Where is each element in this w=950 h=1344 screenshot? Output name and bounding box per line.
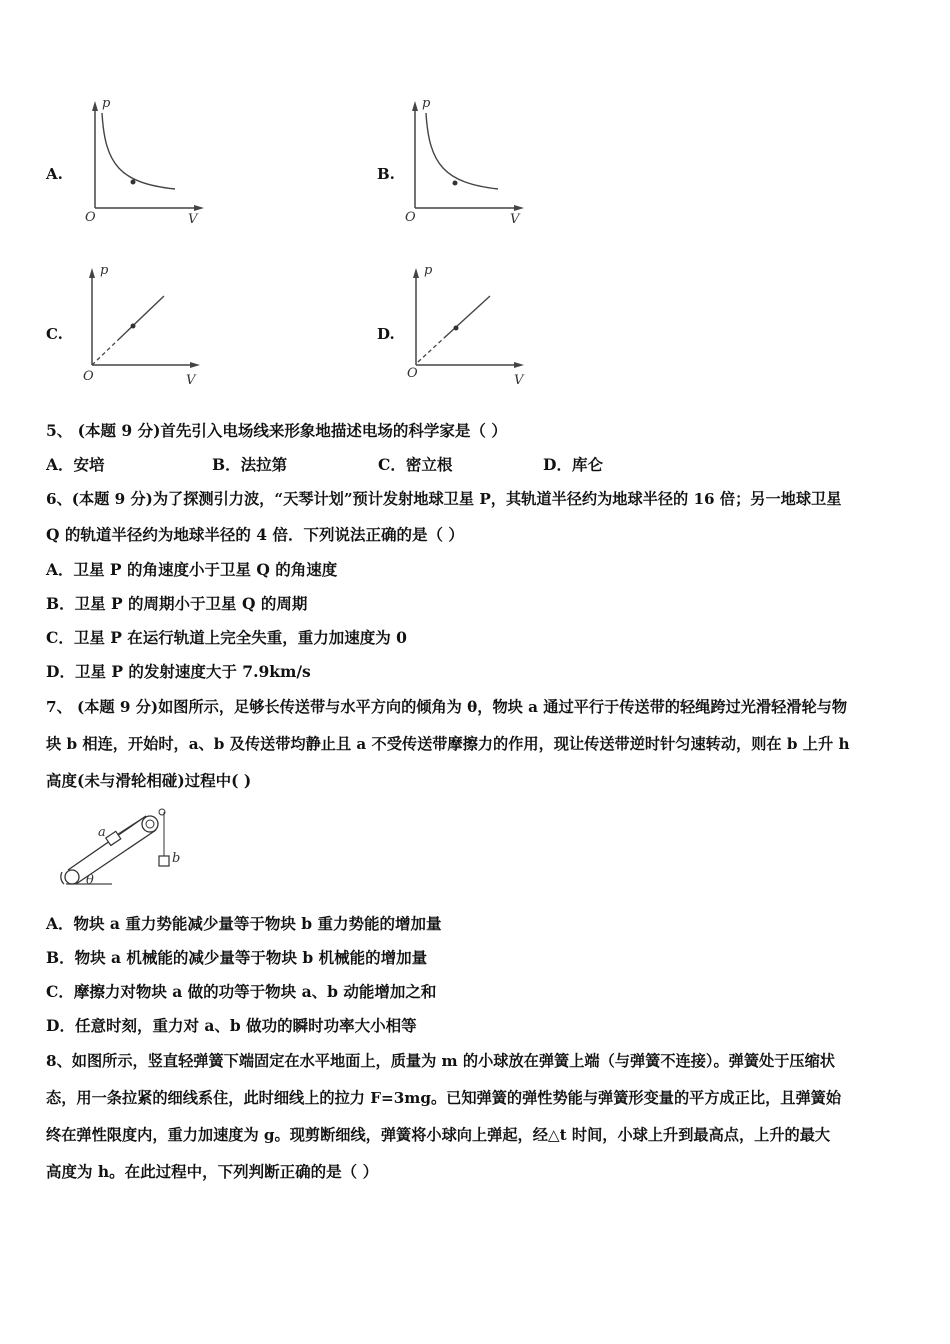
q6-option-d: D．卫星 P 的发射速度大于 7.9km/s	[46, 662, 311, 681]
q7-figure-label-theta: θ	[86, 873, 94, 888]
q5-stem: 5、 (本题 9 分)首先引入电场线来形象地描述电场的科学家是（ ）	[46, 421, 507, 440]
q6-stem-line-1: 6、(本题 9 分)为了探测引力波，“天琴计划”预计发射地球卫星 P，其轨道半径约为地球半径的 16 倍；另一地球卫星	[46, 490, 842, 508]
q5-option-a: A．安培	[46, 455, 105, 474]
q6-option-c: C．卫星 P 在运行轨道上完全失重，重力加速度为 0	[46, 628, 407, 647]
q4-a-origin-label: O	[85, 210, 96, 225]
q8-stem-line-4: 高度为 h。在此过程中，下列判断正确的是（ ）	[46, 1162, 379, 1181]
q7-option-a: A．物块 a 重力势能减少量等于物块 b 重力势能的增加量	[46, 914, 442, 933]
q4-d-xaxis-label: V	[514, 373, 524, 388]
q7-conveyor-figure	[52, 800, 192, 892]
q7-option-d: D．任意时刻，重力对 a、b 做功的瞬时功率大小相等	[46, 1016, 417, 1035]
q4-d-origin-label: O	[407, 366, 418, 381]
q4-b-origin-label: O	[405, 210, 416, 225]
q4-graph-d	[402, 262, 532, 392]
q4-a-yaxis-label: p	[102, 96, 111, 111]
q8-stem-line-1: 8、如图所示，竖直轻弹簧下端固定在水平地面上，质量为 m 的小球放在弹簧上端（与弹簧不连接）。弹簧处于压缩状	[46, 1052, 835, 1070]
q4-c-yaxis-label: p	[100, 263, 109, 278]
q7-figure-label-a: a	[98, 825, 106, 840]
q4-c-xaxis-label: V	[186, 373, 196, 388]
q4-b-yaxis-label: p	[422, 96, 431, 111]
q8-stem-line-3: 终在弹性限度内，重力加速度为 g。现剪断细线，弹簧将小球向上弹起，经△t 时间，小球上升到最高点，上升的最大	[46, 1126, 831, 1144]
q7-stem-line-3: 高度(未与滑轮相碰)过程中( )	[46, 771, 252, 790]
q6-option-a: A．卫星 P 的角速度小于卫星 Q 的角速度	[46, 560, 338, 579]
q4-b-xaxis-label: V	[510, 212, 520, 227]
q4-graph-a	[80, 95, 210, 230]
q7-option-c: C．摩擦力对物块 a 做的功等于物块 a、b 动能增加之和	[46, 982, 437, 1001]
q4-c-origin-label: O	[83, 369, 94, 384]
q4-option-b-label: B.	[377, 165, 395, 183]
q4-option-a-label: A.	[46, 165, 63, 183]
q6-option-b: B．卫星 P 的周期小于卫星 Q 的周期	[46, 594, 308, 613]
q7-figure-label-b: b	[172, 851, 181, 866]
q4-a-xaxis-label: V	[188, 212, 198, 227]
q5-option-d: D．库仑	[543, 455, 603, 474]
q4-option-d-label: D.	[377, 325, 395, 343]
q6-stem-line-2: Q 的轨道半径约为地球半径的 4 倍．下列说法正确的是（ ）	[46, 525, 464, 544]
q4-d-yaxis-label: p	[424, 263, 433, 278]
q5-option-b: B．法拉第	[212, 455, 288, 474]
q8-stem-line-2: 态，用一条拉紧的细线系住，此时细线上的拉力 F=3mg。已知弹簧的弹性势能与弹簧形变量的平方成正比，且弹簧始	[46, 1089, 842, 1107]
q7-option-b: B．物块 a 机械能的减少量等于物块 b 机械能的增加量	[46, 948, 428, 967]
q4-graph-b	[400, 95, 530, 230]
q5-option-c: C．密立根	[378, 455, 453, 474]
q7-stem-line-2: 块 b 相连，开始时，a、b 及传送带均静止且 a 不受传送带摩擦力的作用，现让传送带逆时针匀速转动，则在 b 上升 h	[46, 735, 850, 753]
q4-option-c-label: C.	[46, 325, 63, 343]
q4-graph-c	[78, 262, 208, 392]
q7-stem-line-1: 7、 (本题 9 分)如图所示，足够长传送带与水平方向的倾角为 θ，物块 a 通过平行于传送带的轻绳跨过光滑轻滑轮与物	[46, 698, 848, 716]
